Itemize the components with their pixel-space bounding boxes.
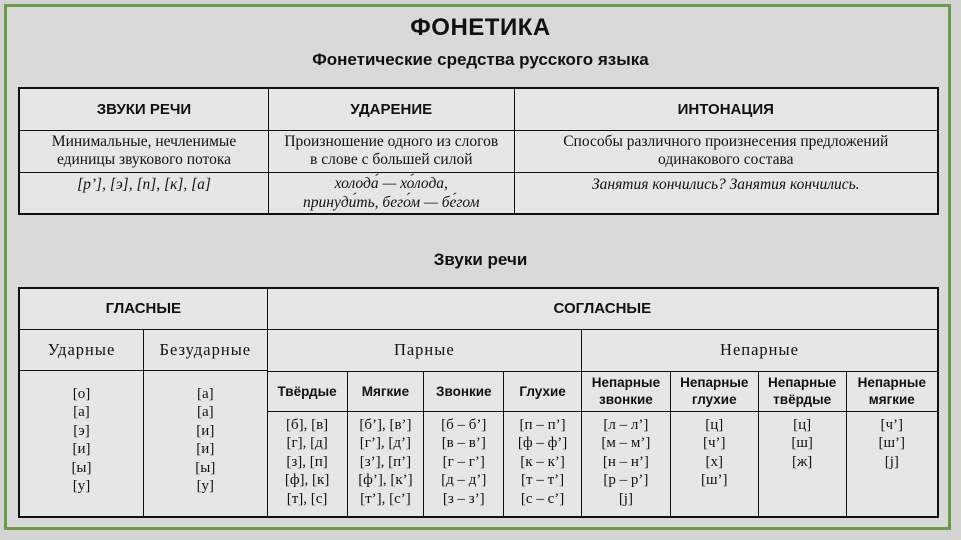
list-unpaired-hard bbox=[758, 411, 846, 517]
unpaired-voiceless-header: Непарные глухие bbox=[670, 371, 758, 411]
list-item: [п – п’] bbox=[519, 416, 566, 433]
stressed-label bbox=[19, 329, 143, 517]
header-intonation: ИНТОНАЦИЯ bbox=[514, 88, 938, 130]
list-item: [ф], [к] bbox=[284, 472, 330, 488]
list-item: [ч’] bbox=[880, 416, 904, 433]
list-item: [б – б’] bbox=[441, 416, 487, 433]
list-item: [ы] bbox=[71, 459, 92, 476]
list-item: [ц] bbox=[705, 416, 724, 433]
list-item: [д – д’] bbox=[441, 472, 487, 488]
speech-sounds-table bbox=[18, 287, 939, 518]
list-item: [j] bbox=[884, 453, 899, 470]
list-item: [х] bbox=[705, 453, 724, 470]
soft-header: Мягкие bbox=[347, 371, 424, 411]
desc-intonation: Способы различного произнесения предложений одинакового состава bbox=[514, 130, 938, 172]
unpaired-label: Непарные bbox=[581, 329, 938, 371]
hard-header: Твёрдые bbox=[267, 371, 347, 411]
list-item: [р – р’] bbox=[603, 472, 649, 488]
vowels-header: ГЛАСНЫЕ bbox=[19, 288, 267, 329]
list-item: [а] bbox=[73, 404, 90, 420]
unpaired-hard-header: Непарные твёрдые bbox=[758, 371, 846, 411]
list-item: [ц] bbox=[793, 416, 812, 433]
list-item: [т’], [с’] bbox=[360, 490, 411, 507]
list-unpaired-voiced bbox=[581, 411, 670, 517]
header-speech-sounds: ЗВУКИ РЕЧИ bbox=[19, 88, 269, 130]
list-item: [ш’] bbox=[878, 435, 906, 451]
list-item: [т], [с] bbox=[286, 490, 328, 507]
list-item: [г], [д] bbox=[286, 435, 328, 451]
list-item: [ч’] bbox=[703, 435, 726, 451]
page-subtitle: Фонетические средства русского языка bbox=[312, 50, 649, 69]
paired-label: Парные bbox=[267, 329, 581, 371]
list-item: [и] bbox=[196, 441, 215, 457]
list-item: [т – т’] bbox=[521, 472, 565, 488]
list-unstressed bbox=[144, 371, 267, 496]
list-item: [г – г’] bbox=[442, 453, 485, 470]
list-item: [ы] bbox=[195, 459, 216, 476]
list-item: [ф’], [к’] bbox=[358, 472, 413, 488]
list-item: [ф – ф’] bbox=[517, 435, 568, 451]
voiceless-header: Глухие bbox=[504, 371, 582, 411]
list-soft bbox=[347, 411, 424, 517]
list-item: [о] bbox=[72, 385, 91, 402]
example-intonation: Занятия кончились? Занятия кончились. bbox=[514, 172, 938, 214]
list-item: [н – н’] bbox=[602, 453, 649, 470]
list-item: [з – з’] bbox=[442, 490, 485, 507]
section-title: Звуки речи bbox=[433, 250, 528, 269]
unstressed-label-text: Безударные bbox=[144, 330, 267, 371]
list-item: [з’], [п’] bbox=[359, 453, 412, 470]
list-hard bbox=[267, 411, 347, 517]
header-stress: УДАРЕНИЕ bbox=[269, 88, 515, 130]
list-item: [у] bbox=[72, 478, 91, 494]
list-item: [у] bbox=[196, 478, 215, 494]
list-item: [л – л’] bbox=[603, 416, 649, 433]
unpaired-voiced-header: Непарные звонкие bbox=[581, 371, 670, 411]
desc-speech-sounds: Минимальные, нечленимые единицы звукового потока bbox=[19, 130, 269, 172]
list-item: [ж] bbox=[791, 453, 813, 470]
list-item: [г’], [д’] bbox=[359, 435, 412, 451]
unpaired-soft-header: Непарные мягкие bbox=[846, 371, 938, 411]
list-unpaired-voiceless bbox=[670, 411, 758, 517]
list-item: [к – к’] bbox=[520, 453, 565, 470]
list-item: [и] bbox=[196, 422, 215, 439]
list-item: [в – в’] bbox=[441, 435, 486, 451]
list-item: [j] bbox=[618, 490, 633, 507]
list-item: [ш’] bbox=[700, 472, 728, 488]
stressed-label-text: Ударные bbox=[20, 330, 143, 371]
voiced-header: Звонкие bbox=[424, 371, 504, 411]
list-item: [с – с’] bbox=[520, 490, 565, 507]
list-stressed bbox=[20, 371, 143, 496]
phonetics-means-table bbox=[18, 87, 939, 215]
page-title: ФОНЕТИКА bbox=[410, 14, 551, 41]
list-voiceless bbox=[504, 411, 582, 517]
list-item: [м – м’] bbox=[601, 435, 651, 451]
list-item: [э] bbox=[73, 422, 90, 439]
consonants-header: СОГЛАСНЫЕ bbox=[267, 288, 938, 329]
list-unpaired-soft bbox=[846, 411, 938, 517]
desc-stress: Произношение одного из слогов в слове с большей силой bbox=[269, 130, 515, 172]
list-item: [а] bbox=[196, 404, 214, 420]
list-item: [б’], [в’] bbox=[359, 416, 412, 433]
list-item: [з], [п] bbox=[286, 453, 328, 470]
unstressed-label bbox=[143, 329, 267, 517]
list-item: [б], [в] bbox=[285, 416, 329, 433]
example-stress: холода́ — хо́лода, принуди́ть, бего́м — бе́гом bbox=[269, 172, 515, 214]
example-speech-sounds: [р’], [э], [п], [к], [а] bbox=[19, 172, 269, 214]
list-item: [и] bbox=[72, 441, 91, 457]
list-voiced bbox=[424, 411, 504, 517]
list-item: [ш] bbox=[791, 435, 813, 451]
list-item: [а] bbox=[196, 385, 214, 402]
